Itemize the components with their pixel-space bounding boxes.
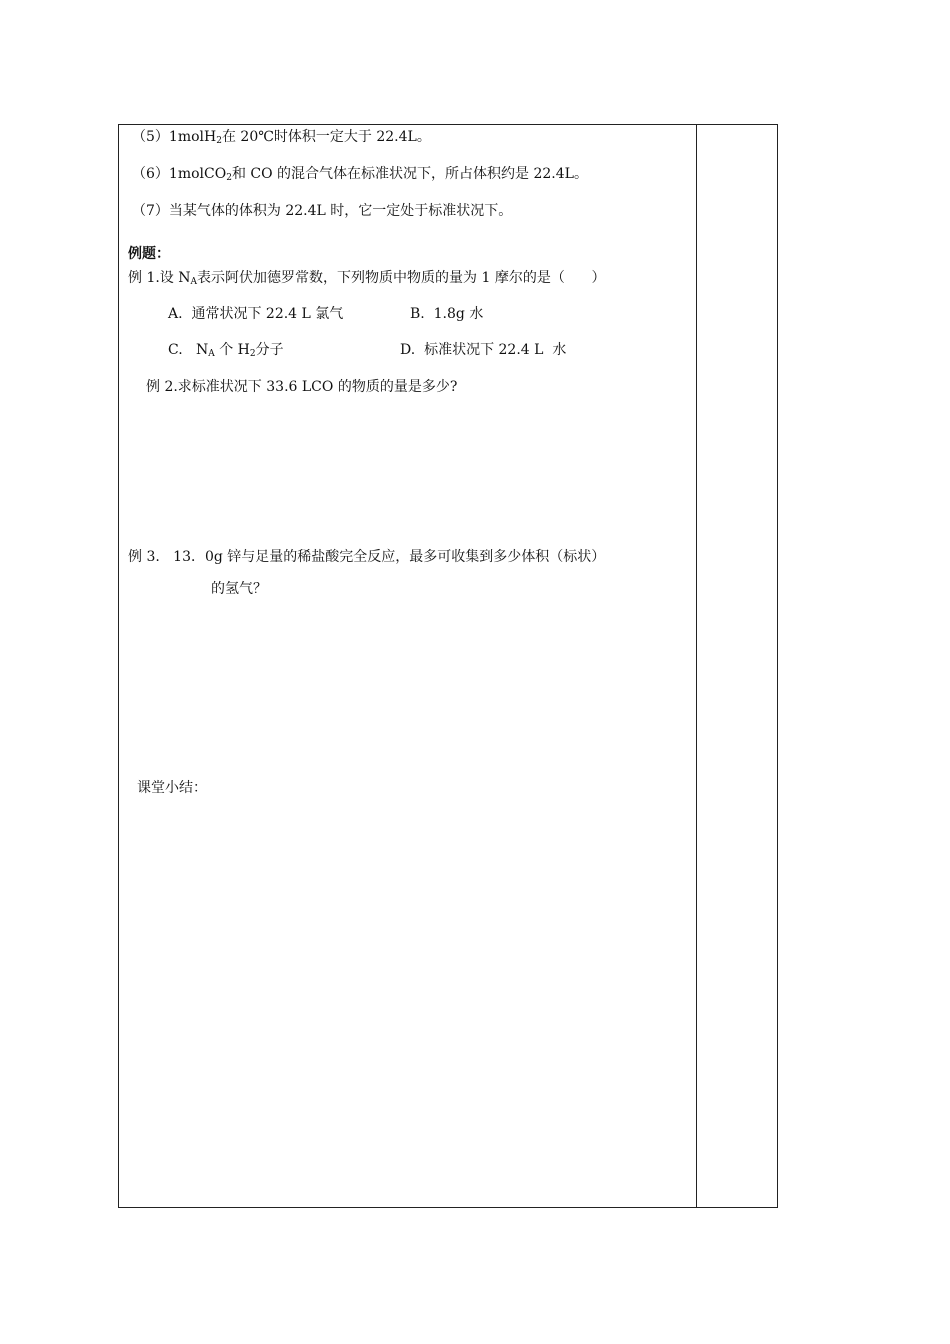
example-1-option-a: A. 通常状况下 22.4 L 氯气: [168, 306, 344, 322]
example-1-option-d: D. 标准状况下 22.4 L 水: [400, 342, 567, 358]
example-1-option-c: C. $N_A$ 个 $H_2$分子: [168, 342, 284, 359]
statement-5: （5）1molH$_2$在 20℃时体积一定大于 22.4L。: [132, 129, 431, 146]
example-1-question: 例 1.设 $N_A$表示阿伏加德罗常数，下列物质中物质的量为 1 摩尔的是（ ）: [128, 270, 606, 287]
example-2: 例 2.求标准状况下 33.6 LCO 的物质的量是多少?: [146, 379, 458, 395]
example-3-line-1: 例 3. 13．0g 锌与足量的稀盐酸完全反应，最多可收集到多少体积（标状）: [128, 549, 606, 565]
examples-heading: 例题：: [128, 246, 170, 262]
example-3-line-2: 的氢气？: [211, 581, 267, 597]
class-summary-label: 课堂小结：: [137, 780, 207, 796]
column-divider: [696, 124, 697, 1208]
statement-7: （7）当某气体的体积为 22.4L 时，它一定处于标准状况下。: [132, 203, 513, 219]
statement-6: （6）1molCO$_2$和 CO 的混合气体在标准状况下，所占体积约是 22.4L。: [132, 166, 588, 183]
example-1-option-b: B. 1.8g 水: [410, 306, 484, 322]
